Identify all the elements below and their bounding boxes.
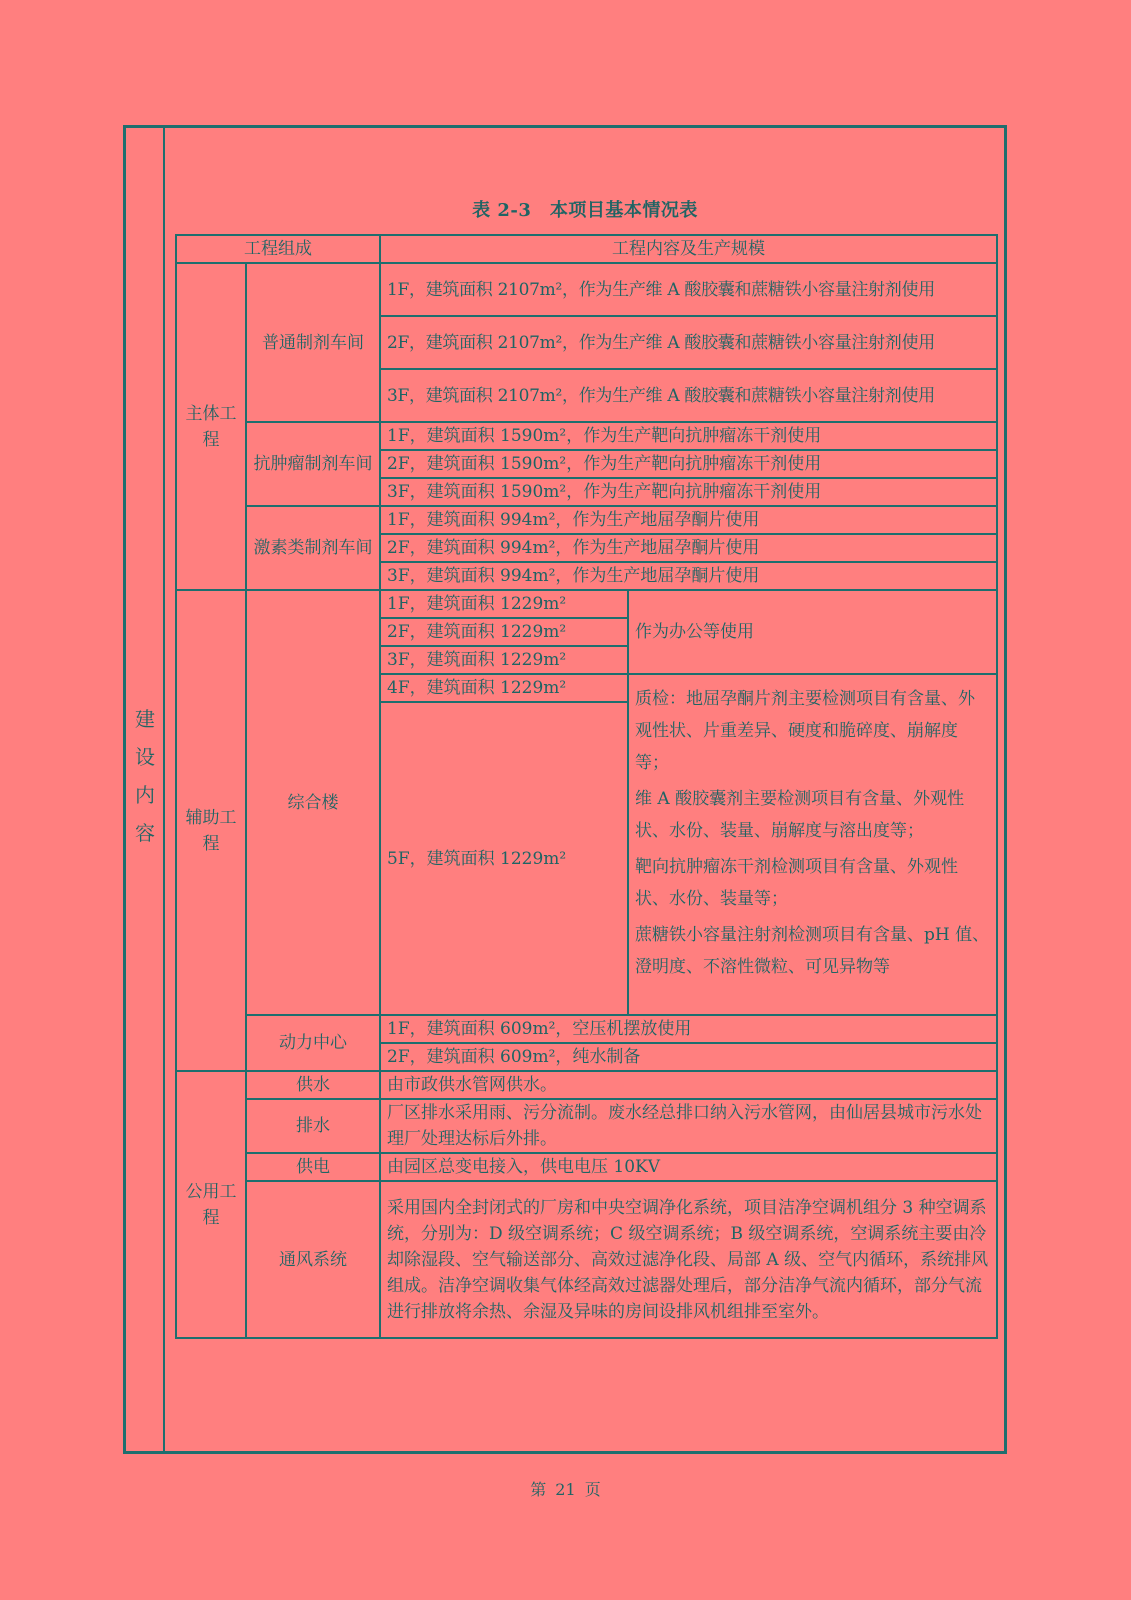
table-row xyxy=(176,1015,997,1043)
jisu-row-2f: 2F，建筑面积 994m²，作为生产地屈孕酮片使用 xyxy=(380,534,997,562)
page-number: 第 21 页 xyxy=(530,1480,601,1499)
kangzhongliu-row-1f: 1F，建筑面积 1590m²，作为生产靶向抗肿瘤冻干剂使用 xyxy=(380,422,997,450)
table-row xyxy=(176,1099,997,1153)
power-center-label: 动力中心 xyxy=(246,1015,380,1071)
drainage-text: 厂区排水采用雨、污分流制。废水经总排口纳入污水管网，由仙居县城市污水处理厂处理达标后外排。 xyxy=(380,1099,997,1153)
table-row xyxy=(176,1153,997,1181)
power-supply-label: 供电 xyxy=(246,1153,380,1181)
putong-row-2f: 2F，建筑面积 2107m²，作为生产维 A 酸胶囊和蔗糖铁小容量注射剂使用 xyxy=(380,316,997,369)
drainage-label: 排水 xyxy=(246,1099,380,1153)
qc-paragraph: 质检：地屈孕酮片剂主要检测项目有含量、外观性状、片重差异、硬度和脆碎度、崩解度等； xyxy=(635,689,975,773)
zonghelou-label: 综合楼 xyxy=(246,590,380,1015)
zonghelou-office-use: 作为办公等使用 xyxy=(628,590,997,674)
water-supply-text: 由市政供水管网供水。 xyxy=(380,1071,997,1099)
table-title: 表 2-3 本项目基本情况表 xyxy=(472,200,698,221)
frame-divider xyxy=(163,128,165,1451)
power-supply-text: 由园区总变电接入，供电电压 10KV xyxy=(380,1153,997,1181)
qc-paragraph: 蔗糖铁小容量注射剂检测项目有含量、pH 值、澄明度、不溶性微粒、可见异物等 xyxy=(635,925,990,977)
kangzhongliu-row-2f: 2F，建筑面积 1590m²，作为生产靶向抗肿瘤冻干剂使用 xyxy=(380,450,997,478)
jisu-row-3f: 3F，建筑面积 994m²，作为生产地屈孕酮片使用 xyxy=(380,562,997,590)
qc-paragraph: 靶向抗肿瘤冻干剂检测项目有含量、外观性状、水份、装量等； xyxy=(635,857,958,909)
zonghelou-5f: 5F，建筑面积 1229m² xyxy=(380,702,628,1015)
table-row xyxy=(176,506,997,534)
putong-row-1f: 1F，建筑面积 2107m²，作为生产维 A 酸胶囊和蔗糖铁小容量注射剂使用 xyxy=(380,263,997,316)
aux-project-label: 辅助工程 xyxy=(176,590,246,1071)
header-content: 工程内容及生产规模 xyxy=(380,235,997,263)
jisu-workshop-label: 激素类制剂车间 xyxy=(246,506,380,590)
side-label: 建 设 内 容 xyxy=(135,707,155,845)
table-row xyxy=(176,1071,997,1099)
kangzhongliu-row-3f: 3F，建筑面积 1590m²，作为生产靶向抗肿瘤冻干剂使用 xyxy=(380,478,997,506)
table-row xyxy=(176,1181,997,1338)
header-row xyxy=(176,235,997,263)
project-basic-info-table xyxy=(175,234,998,1339)
zonghelou-2f: 2F，建筑面积 1229m² xyxy=(380,618,628,646)
header-composition: 工程组成 xyxy=(176,235,380,263)
jisu-row-1f: 1F，建筑面积 994m²，作为生产地屈孕酮片使用 xyxy=(380,506,997,534)
zonghelou-4f: 4F，建筑面积 1229m² xyxy=(380,674,628,702)
zonghelou-3f: 3F，建筑面积 1229m² xyxy=(380,646,628,674)
putong-row-3f: 3F，建筑面积 2107m²，作为生产维 A 酸胶囊和蔗糖铁小容量注射剂使用 xyxy=(380,369,997,422)
putong-workshop-label: 普通制剂车间 xyxy=(246,263,380,422)
table-row xyxy=(176,263,997,316)
zonghelou-qc-cell xyxy=(628,674,997,1015)
ventilation-text: 采用国内全封闭式的厂房和中央空调净化系统，项目洁净空调机组分 3 种空调系统，分别为：D 级空调系统；C 级空调系统；B 级空调系统，空调系统主要由冷却除湿段、空气输送部分、高效过滤净化段、局部 A 级、空气内循环，系统排风组成。洁净空调收集气体经高效过滤器处理后，部分洁净气流内循环，部分气流进行排放将余热、余湿及异味的房间设排风机组排至室外。 xyxy=(380,1181,997,1338)
ventilation-label: 通风系统 xyxy=(246,1181,380,1338)
kangzhongliu-workshop-label: 抗肿瘤制剂车间 xyxy=(246,422,380,506)
water-supply-label: 供水 xyxy=(246,1071,380,1099)
table-row xyxy=(176,590,997,618)
power-center-row-2f: 2F，建筑面积 609m²，纯水制备 xyxy=(380,1043,997,1071)
public-project-label: 公用工程 xyxy=(176,1071,246,1338)
power-center-row-1f: 1F，建筑面积 609m²，空压机摆放使用 xyxy=(380,1015,997,1043)
qc-paragraph: 维 A 酸胶囊剂主要检测项目有含量、外观性状、水份、装量、崩解度与溶出度等； xyxy=(635,789,965,841)
table-row xyxy=(176,422,997,450)
zonghelou-1f: 1F，建筑面积 1229m² xyxy=(380,590,628,618)
main-project-label: 主体工程 xyxy=(176,263,246,590)
